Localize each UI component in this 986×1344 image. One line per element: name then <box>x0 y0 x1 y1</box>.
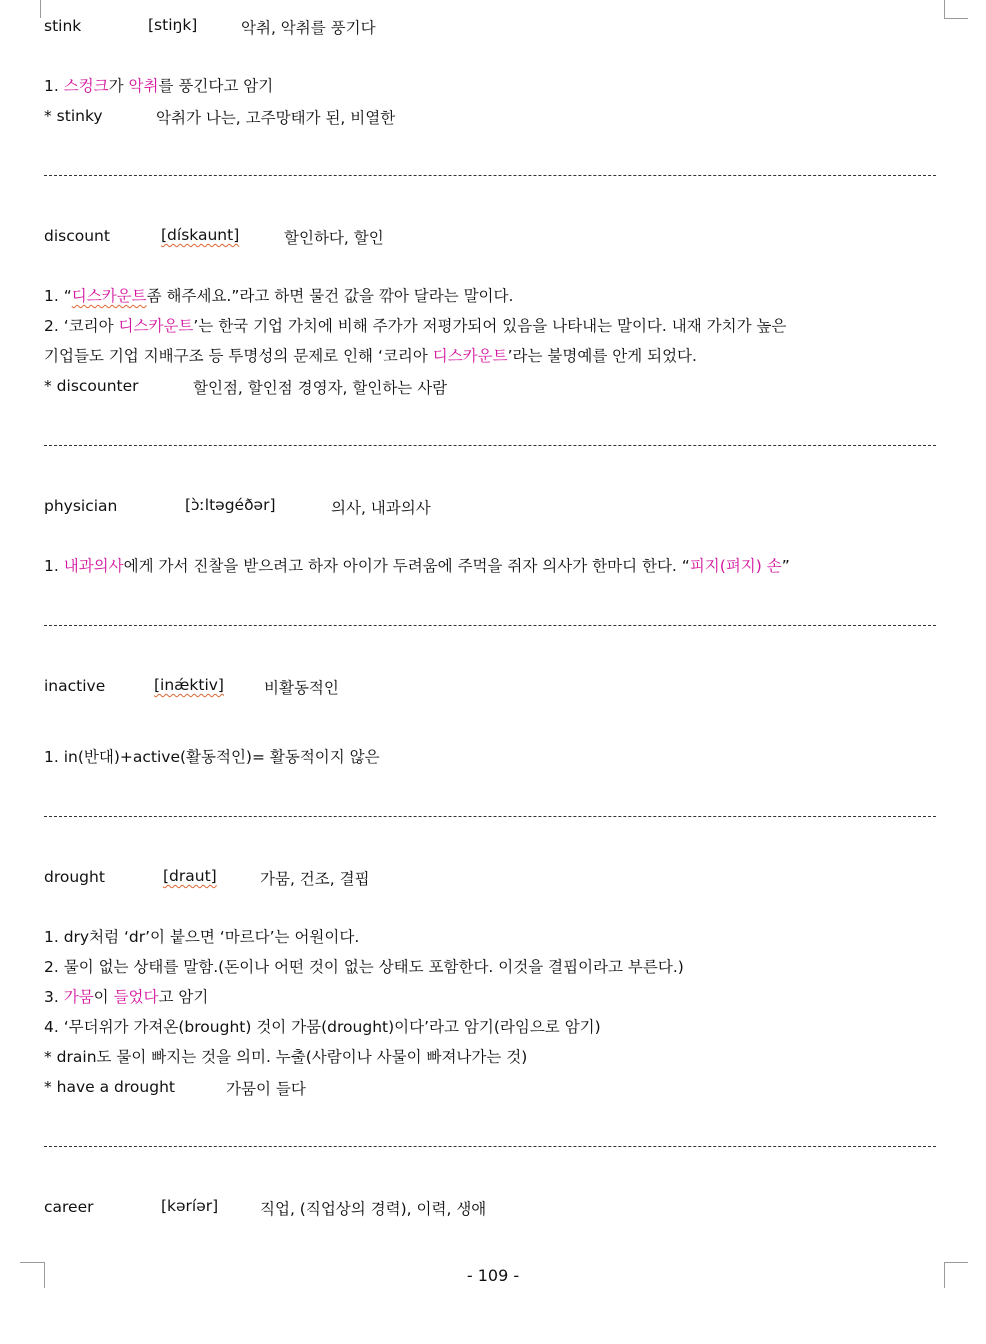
explanation-line: 1. dry처럼 ‘dr’이 붙으면 ‘마르다’는 어원이다. <box>44 928 360 946</box>
explanation-line: 1. 스컹크가 악취를 풍긴다고 암기 <box>44 77 274 95</box>
derivative-word: * have a drought <box>44 1078 175 1096</box>
explanation-line: 기업들도 기업 지배구조 등 투명성의 문제로 인해 ‘코리아 디스카운트’라는 불명예를 안게 되었다. <box>44 347 697 365</box>
page-number: - 109 - <box>466 1266 520 1285</box>
meaning: 직업, (직업상의 경력), 이력, 생애 <box>260 1200 487 1218</box>
explanation-line: 1. in(반대)+active(활동적인)= 활동적이지 않은 <box>44 748 380 766</box>
pronunciation: [inǽktiv] <box>154 676 224 694</box>
pronunciation: [kəríər] <box>161 1197 219 1215</box>
pronunciation: [stiŋk] <box>148 16 198 34</box>
meaning: 할인하다, 할인 <box>284 229 384 247</box>
explanation-line: 4. ‘무더위가 가져온(brought) 것이 가뭄(drought)이다’라고 암기(라임으로 암기) <box>44 1018 601 1036</box>
explanation-line: 1. 내과의사에게 가서 진찰을 받으려고 하자 아이가 두려움에 주먹을 쥐자 의사가 한마디 한다. “피지(펴지) 손” <box>44 557 790 575</box>
meaning: 비활동적인 <box>264 679 339 697</box>
pronunciation: [draut] <box>163 867 217 885</box>
meaning: 가뭄, 건조, 결핍 <box>260 870 370 888</box>
explanation-line: 1. “디스카운트좀 해주세요.”라고 하면 물건 값을 깎아 달라는 말이다. <box>44 287 514 305</box>
meaning: 의사, 내과의사 <box>331 499 431 517</box>
separator <box>44 445 936 446</box>
pronunciation: [ɔ̀ːltəgéðər] <box>185 496 276 514</box>
derivative-meaning: 할인점, 할인점 경영자, 할인하는 사람 <box>193 379 448 397</box>
derivative-word: * stinky <box>44 107 103 125</box>
explanation-line: 2. ‘코리아 디스카운트’는 한국 기업 가치에 비해 주가가 저평가되어 있음을 나타내는 말이다. 내재 가치가 높은 <box>44 317 787 335</box>
headword: stink <box>44 17 82 35</box>
headword: drought <box>44 868 105 886</box>
pronunciation: [dískaunt] <box>161 226 240 244</box>
derivative-meaning: 악취가 나는, 고주망태가 된, 비열한 <box>156 109 396 127</box>
note-line: * drain도 물이 빠지는 것을 의미. 누출(사람이나 사물이 빠져나가는 것) <box>44 1048 528 1066</box>
explanation-line: 2. 물이 없는 상태를 말함.(돈이나 어떤 것이 없는 상태도 포함한다. 이것을 결핍이라고 부른다.) <box>44 958 684 976</box>
separator <box>44 625 936 626</box>
separator <box>44 1146 936 1147</box>
crop-mark-bottom-left-h <box>20 1262 44 1263</box>
crop-mark-bottom-right-h <box>944 1262 968 1263</box>
headword: discount <box>44 227 110 245</box>
derivative-word: * discounter <box>44 377 139 395</box>
explanation-line: 3. 가뭄이 들었다고 암기 <box>44 988 209 1006</box>
separator <box>44 816 936 817</box>
headword: inactive <box>44 677 106 695</box>
headword: career <box>44 1198 94 1216</box>
crop-mark-top-right-h <box>944 18 968 19</box>
crop-mark-top-right <box>944 0 945 18</box>
crop-mark-top-left <box>40 0 41 18</box>
meaning: 악취, 악취를 풍기다 <box>241 19 376 37</box>
derivative-meaning: 가뭄이 들다 <box>226 1080 306 1098</box>
headword: physician <box>44 497 118 515</box>
separator <box>44 175 936 176</box>
